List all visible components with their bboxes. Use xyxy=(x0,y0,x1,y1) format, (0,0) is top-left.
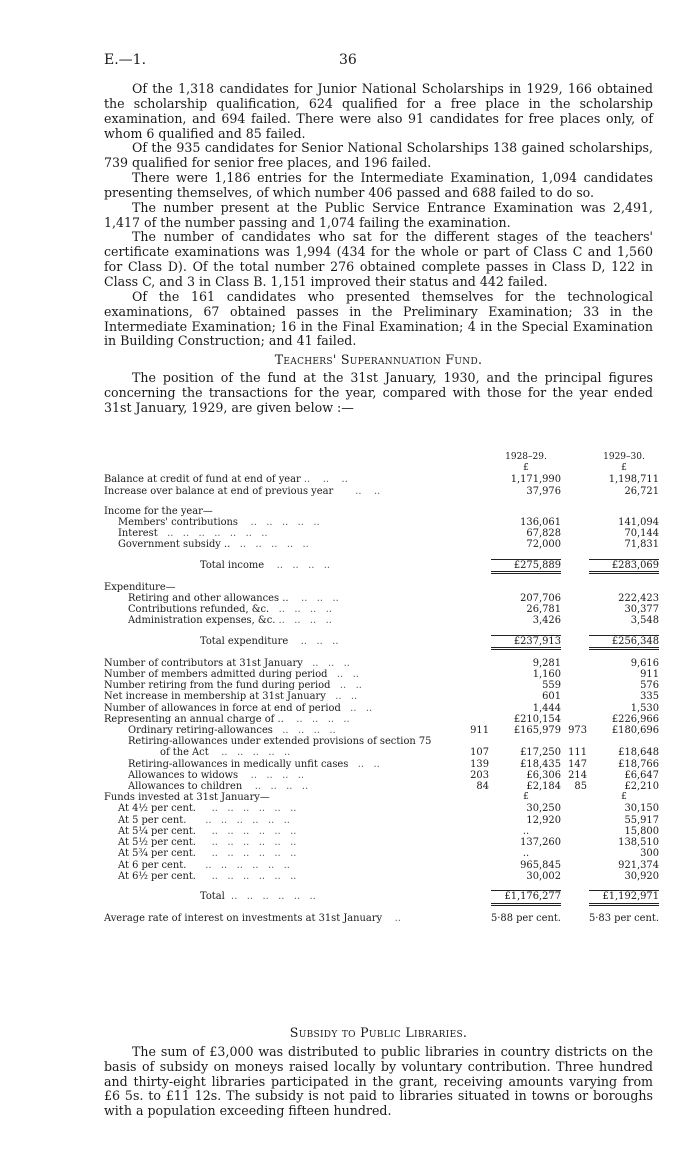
table-row: At 6½ per cent. .. .. .. .. .. .. 30,002 30,920 xyxy=(118,870,659,882)
table-row xyxy=(104,736,659,747)
value-1928: .. xyxy=(522,825,530,837)
count-1928: 139 xyxy=(470,758,489,770)
table-row: At 4½ per cent. .. .. .. .. .. .. 30,250 30,150 xyxy=(118,803,659,815)
section-label: Expenditure— xyxy=(104,581,176,593)
row-label: of the Act xyxy=(160,747,209,759)
table-row: Average rate of interest on investments at 31st January .. 5·88 per cent. 5·83 per cent. xyxy=(104,913,659,925)
row-label: At 5 per cent. xyxy=(118,814,187,826)
table-row: Interest .. .. .. .. .. .. .. 67,828 70,144 xyxy=(118,528,659,540)
value-1929: 9,616 xyxy=(630,657,659,669)
value-1928: £17,250 xyxy=(520,747,561,759)
value-1929: 30,150 xyxy=(624,803,659,815)
total-row: Total income .. .. .. .. £275,889 £283,069 xyxy=(200,559,659,572)
count-1929: 973 xyxy=(568,725,587,737)
value-1929: 71,831 xyxy=(624,539,659,551)
value-1929: 141,094 xyxy=(618,517,659,529)
value-1929: 576 xyxy=(640,680,659,692)
value-1929: 5·83 per cent. xyxy=(589,913,659,925)
value-1928: 12,920 xyxy=(526,814,561,826)
value-1928: 3,426 xyxy=(532,615,561,627)
value-1929: 911 xyxy=(640,669,659,681)
value-1928: £6,306 xyxy=(526,769,561,781)
value-1928: £275,889 xyxy=(491,560,561,573)
value-1929: 222,423 xyxy=(618,593,659,605)
value-1929: 335 xyxy=(640,691,659,703)
report-code: E.—1. xyxy=(104,52,147,68)
table-row: Retiring and other allowances .. .. .. .. 207,706 222,423 xyxy=(128,593,659,605)
row-label: Retiring-allowances in medically unfit cases xyxy=(128,758,349,770)
value-1929: 921,374 xyxy=(618,859,659,871)
superannuation-heading: Teachers' Superannuation Fund. xyxy=(274,352,483,368)
currency-row xyxy=(104,463,659,474)
count-1929: 85 xyxy=(574,781,587,793)
body-text xyxy=(104,82,653,416)
libraries-section xyxy=(104,1026,653,1119)
value-1928: 9,281 xyxy=(532,657,561,669)
value-1929: 1,530 xyxy=(630,702,659,714)
row-label: Government subsidy .. xyxy=(118,539,231,551)
value-1929: £18,766 xyxy=(618,758,659,770)
table-row: Number of contributors at 31st January .. .. .. 9,281 9,616 xyxy=(104,657,659,669)
value-1929: £2,210 xyxy=(624,781,659,793)
libraries-paragraph: The sum of £3,000 was distributed to public libraries in country districts on the basis of subsidy on moneys raised locally by voluntary contribution. Three hundred and thirty-eight libraries participated in the grant, receiving amounts varying from £6 5s. to £11 12s. The subsidy is not paid to libraries situated in towns or boroughs with a population exceeding fifteen hundred. xyxy=(104,1043,653,1119)
value-1928: 1,160 xyxy=(532,669,561,681)
row-label: At 5½ per cent. xyxy=(118,837,196,849)
value-1928: £210,154 xyxy=(513,713,561,725)
value-1928: 26,781 xyxy=(526,604,561,616)
count-1928: 84 xyxy=(476,781,489,793)
section-label: Income for the year— xyxy=(104,505,213,517)
table-row: Allowances to children .. .. .. .. 84 £2,184 85 £2,210 xyxy=(128,781,659,793)
row-label: Increase over balance at end of previous year xyxy=(104,485,334,497)
value-1928: 136,061 xyxy=(520,517,561,529)
value-1929: 30,920 xyxy=(624,870,659,882)
value-1928: £18,435 xyxy=(520,758,561,770)
table-row: At 6 per cent. .. .. .. .. .. .. 965,845 921,374 xyxy=(118,859,659,871)
count-1929: 147 xyxy=(568,758,587,770)
row-label: Retiring and other allowances .. xyxy=(128,593,289,605)
value-1928: £2,184 xyxy=(526,781,561,793)
row-label: At 5¼ per cent. xyxy=(118,825,196,837)
table-row xyxy=(104,582,659,593)
value-1928: 137,260 xyxy=(520,837,561,849)
table-row: Number of members admitted during period .. .. 1,160 911 xyxy=(104,669,659,681)
row-label: Members' contributions xyxy=(118,517,238,529)
count-1928: 203 xyxy=(470,769,489,781)
pound-sign: £ xyxy=(621,792,627,803)
value-1929: £1,192,971 xyxy=(589,891,659,904)
table-row: At 5¼ per cent. .. .. .. .. .. .. .. 15,800 xyxy=(118,825,659,837)
row-label: Number of allowances in force at end of period xyxy=(104,702,341,714)
row-label: Retiring-allowances under extended provisions of section 75 xyxy=(128,736,432,748)
value-1929: 30,377 xyxy=(624,604,659,616)
table-row: At 5½ per cent. .. .. .. .. .. .. 137,260 138,510 xyxy=(118,837,659,849)
row-label: Number of contributors at 31st January xyxy=(104,657,303,669)
row-label: At 5¾ per cent. xyxy=(118,848,196,860)
row-label: Representing an annual charge of .. xyxy=(104,713,284,725)
value-1928: 30,250 xyxy=(526,803,561,815)
col-header-1928: 1928–29. xyxy=(505,452,547,462)
row-label: Number retiring from the fund during period xyxy=(104,680,331,692)
row-label: At 6 per cent. xyxy=(118,859,187,871)
table-row: Retiring-allowances in medically unfit cases .. .. 139 £18,435 147 £18,766 xyxy=(128,758,659,770)
row-label: Allowances to widows xyxy=(128,769,239,781)
paragraph-intermediate: There were 1,186 entries for the Intermediate Examination, 1,094 candidates presenting themselves, of which number 406 passed and 688 failed to do so. xyxy=(104,170,653,200)
value-1928: 559 xyxy=(542,680,561,692)
value-1928: 207,706 xyxy=(520,593,561,605)
row-label: Average rate of interest on investments at 31st January xyxy=(104,913,383,925)
table-row: Increase over balance at end of previous year .. .. 37,976 26,721 xyxy=(104,485,659,497)
paragraph-teachers-certificate: The number of candidates who sat for the different stages of the teachers' certificate examinations was 1,994 (434 for the whole or part of Class C and 1,560 for Class D). Of the total number 276 obtained complete passes in Class D, 122 in Class C, and 3 in Class B. 1,151 improved their status and 442 failed. xyxy=(104,229,653,289)
libraries-heading: Subsidy to Public Libraries. xyxy=(289,1025,468,1040)
value-1929: 3,548 xyxy=(630,615,659,627)
superannuation-intro: The position of the fund at the 31st January, 1930, and the principal figures concerning the transactions for the year, compared with those for the year ended 31st January, 1929, are given below :— xyxy=(104,370,653,415)
row-label: Ordinary retiring-allowances xyxy=(128,725,273,737)
row-label: Administration expenses, &c. xyxy=(128,615,276,627)
paragraph-technological: Of the 161 candidates who presented themselves for the technological examinations, 67 obtained passes in the Preliminary Examination; 33 in the Intermediate Examination; 16 in the Final Examination; 4 in the Special Examination in Building Construction; and 41 failed. xyxy=(104,288,653,349)
table-row: Contributions refunded, &c. .. .. .. .. 26,781 30,377 xyxy=(128,604,659,616)
col-header-1929: 1929–30. xyxy=(603,452,645,462)
value-1928: 1,444 xyxy=(532,702,561,714)
row-label: Interest xyxy=(118,528,158,540)
table-row: At 5 per cent. .. .. .. .. .. .. 12,920 55,917 xyxy=(118,814,659,826)
table-row: Number of allowances in force at end of period .. .. 1,444 1,530 xyxy=(104,702,659,714)
table-row: Balance at credit of fund at end of year .. .. .. 1,171,990 1,198,711 xyxy=(104,474,659,486)
table-row xyxy=(104,506,659,517)
value-1928: 601 xyxy=(542,691,561,703)
row-label: Total income xyxy=(200,559,265,571)
count-1929: 111 xyxy=(568,747,587,759)
value-1928: 5·88 per cent. xyxy=(490,913,561,925)
row-label: Number of members admitted during period xyxy=(104,669,328,681)
table-row: Allowances to widows .. .. .. .. 203 £6,306 214 £6,647 xyxy=(128,769,659,781)
count-1928: 107 xyxy=(470,747,489,759)
table-row: Administration expenses, &c. .. .. .. .. 3,426 3,548 xyxy=(128,615,659,627)
table-row xyxy=(104,792,659,803)
value-1929: 26,721 xyxy=(624,485,659,497)
paragraph-public-service: The number present at the Public Service Entrance Examination was 2,491, 1,417 of the number passing and 1,074 failing the examination. xyxy=(104,199,653,230)
value-1928: 1,171,990 xyxy=(510,474,561,486)
row-label: Contributions refunded, &c. xyxy=(128,604,270,616)
superannuation-table xyxy=(104,452,659,924)
value-1928: .. xyxy=(522,848,530,860)
table-row: Members' contributions .. .. .. .. .. 136,061 141,094 xyxy=(118,517,659,529)
row-label: At 6½ per cent. xyxy=(118,870,196,882)
value-1928: £237,913 xyxy=(491,636,561,649)
table-row: Number retiring from the fund during period .. .. 559 576 xyxy=(104,680,659,692)
value-1929: £226,966 xyxy=(611,713,659,725)
pound-sign: £ xyxy=(621,463,627,474)
row-label: Total expenditure xyxy=(200,635,289,647)
table-row: At 5¾ per cent. .. .. .. .. .. .. .. 300 xyxy=(118,848,659,860)
value-1928: £165,979 xyxy=(513,725,561,737)
count-1928: 911 xyxy=(470,725,489,737)
value-1929: 55,917 xyxy=(624,814,659,826)
row-label: Balance at credit of fund at end of year xyxy=(104,474,301,486)
superannuation-heading-wrap xyxy=(104,349,653,371)
value-1929: £180,696 xyxy=(611,725,659,737)
table-row: Net increase in membership at 31st January .. .. 601 335 xyxy=(104,691,659,703)
value-1929: 1,198,711 xyxy=(608,474,659,486)
value-1929: £283,069 xyxy=(589,560,659,573)
paragraph-junior-scholarships: Of the 1,318 candidates for Junior National Scholarships in 1929, 166 obtained the scholarship qualification, 624 qualified for a free place in the scholarship examination, and 694 failed. There were also 91 candidates for free places only, of whom 6 qualified and 85 failed. xyxy=(104,81,653,141)
page-number: 36 xyxy=(339,52,357,68)
value-1929: 70,144 xyxy=(624,528,659,540)
pound-sign: £ xyxy=(523,463,529,474)
section-label: Funds invested at 31st January— xyxy=(104,792,270,804)
table-row: of the Act .. .. .. .. .. 107 £17,250 111 £18,648 xyxy=(160,747,659,759)
value-1928: 37,976 xyxy=(526,485,561,497)
value-1929: 15,800 xyxy=(624,825,659,837)
value-1928: 30,002 xyxy=(526,870,561,882)
value-1929: 138,510 xyxy=(618,837,659,849)
count-1929: 214 xyxy=(568,769,587,781)
table-row: Ordinary retiring-allowances .. .. .. .. 911 £165,979 973 £180,696 xyxy=(128,725,659,737)
pound-sign: £ xyxy=(523,792,529,803)
row-label: At 4½ per cent. xyxy=(118,803,196,815)
paragraph-senior-scholarships: Of the 935 candidates for Senior National Scholarships 138 gained scholarships, 739 qualified for senior free places, and 196 failed. xyxy=(104,140,653,171)
table-header-row xyxy=(104,452,659,463)
row-label: Allowances to children xyxy=(128,781,243,793)
value-1929: 300 xyxy=(640,848,659,860)
row-label: Net increase in membership at 31st January xyxy=(104,691,326,703)
total-row: Total .. .. .. .. .. .. £1,176,277 £1,192,971 xyxy=(200,890,659,903)
value-1928: 72,000 xyxy=(526,539,561,551)
value-1929: £256,348 xyxy=(589,636,659,649)
table-row: Representing an annual charge of .. .. .. .. .. £210,154 £226,966 xyxy=(104,713,659,725)
value-1929: £6,647 xyxy=(624,769,659,781)
value-1929: £18,648 xyxy=(618,747,659,759)
row-label: Total xyxy=(200,890,225,902)
table-row: Government subsidy .. .. .. .. .. .. 72,000 71,831 xyxy=(118,539,659,551)
value-1928: 67,828 xyxy=(526,528,561,540)
value-1928: £1,176,277 xyxy=(491,891,561,904)
total-row: Total expenditure .. .. .. £237,913 £256,348 xyxy=(200,635,659,648)
value-1928: 965,845 xyxy=(520,859,561,871)
